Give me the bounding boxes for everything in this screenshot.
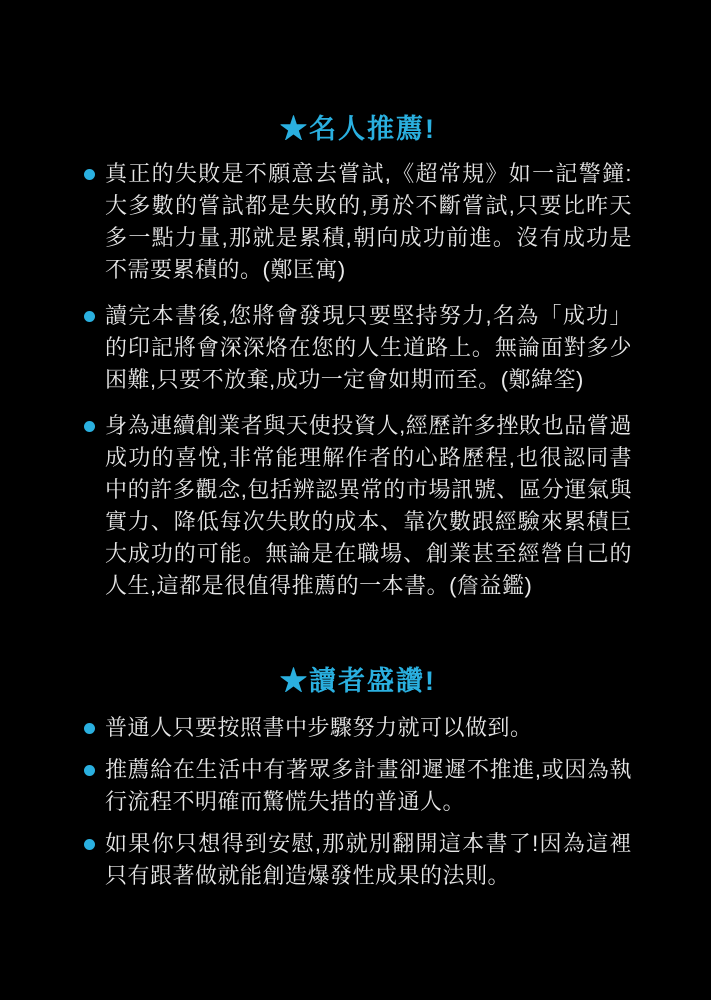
list-item — [84, 828, 632, 892]
list-item — [84, 158, 632, 286]
reader-praise-heading: ★讀者盛讚! — [280, 666, 436, 696]
reader-praise-text: 如果你只想得到安慰,那就別翻開這本書了!因為這裡只有跟著做就能創造爆發性成果的法則。 — [105, 831, 632, 888]
celebrity-recommendations-list — [84, 158, 632, 602]
bullet-dot-icon — [84, 421, 95, 432]
celebrity-recommendations-heading: ★名人推薦! — [280, 114, 436, 144]
list-item — [84, 712, 632, 744]
bullet-dot-icon — [84, 723, 95, 734]
endorsement-text: 真正的失敗是不願意去嘗試,《超常規》如一記警鐘:大多數的嘗試都是失敗的,勇於不斷嘗試,只要比昨天多一點力量,那就是累積,朝向成功前進。沒有成功是不需要累積的。(鄭匡寓) — [105, 161, 632, 282]
reader-praise-text: 推薦給在生活中有著眾多計畫卻遲遲不推進,或因為執行流程不明確而驚慌失措的普通人。 — [105, 757, 632, 814]
list-item — [84, 300, 632, 396]
bullet-dot-icon — [84, 169, 95, 180]
endorsement-text: 身為連續創業者與天使投資人,經歷許多挫敗也品嘗過成功的喜悅,非常能理解作者的心路歷程,也很認同書中的許多觀念,包括辨認異常的市場訊號、區分運氣與實力、降低每次失敗的成本、靠次數跟經驗來累積巨大成功的可能。無論是在職場、創業甚至經營自己的人生,這都是很值得推薦的一本書。(詹益鑑) — [105, 413, 632, 598]
bullet-dot-icon — [84, 839, 95, 850]
endorsement-text: 讀完本書後,您將會發現只要堅持努力,名為「成功」的印記將會深深烙在您的人生道路上。無論面對多少困難,只要不放棄,成功一定會如期而至。(鄭緯筌) — [105, 303, 632, 392]
bullet-dot-icon — [84, 311, 95, 322]
list-item — [84, 410, 632, 602]
bullet-dot-icon — [84, 765, 95, 776]
reader-praise-list — [84, 712, 632, 892]
reader-praise-text: 普通人只要按照書中步驟努力就可以做到。 — [105, 715, 533, 740]
list-item — [84, 754, 632, 818]
